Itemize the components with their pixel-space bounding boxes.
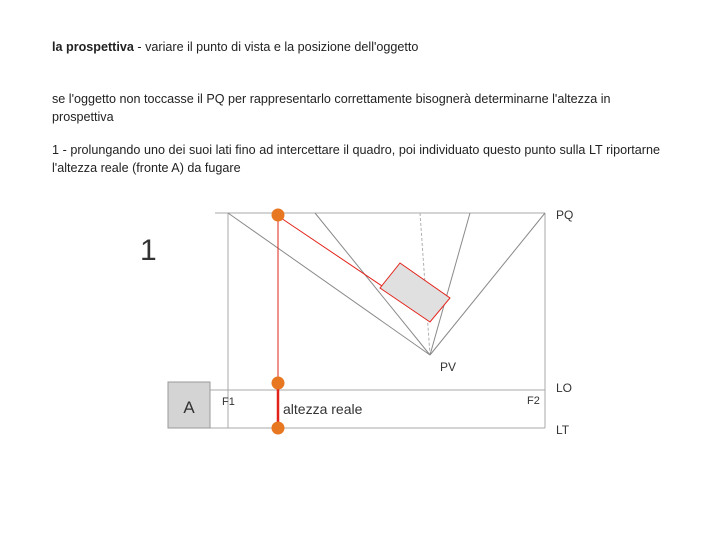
intersection-point-pq xyxy=(272,209,285,222)
paragraph-1: se l'oggetto non toccasse il PQ per rappresentarlo correttamente bisognerà determinarne l'altezza in prospettiva xyxy=(52,92,611,124)
real-height-label: altezza reale xyxy=(283,401,363,417)
intersection-point-lo xyxy=(272,377,285,390)
intersection-point-lt xyxy=(272,422,285,435)
f2-label: F2 xyxy=(527,395,540,407)
heading-rest: - variare il punto di vista e la posizione dell'oggetto xyxy=(133,40,419,54)
pv-label: PV xyxy=(440,360,457,374)
prolonged-side-line xyxy=(278,216,385,288)
heading-bold: la prospettiva xyxy=(52,40,134,54)
lo-label: LO xyxy=(556,381,573,395)
sight-line-inner-3 xyxy=(430,213,470,355)
f1-label: F1 xyxy=(222,396,235,408)
front-a-label: A xyxy=(183,398,195,417)
lt-label: LT xyxy=(556,423,570,437)
sight-line-right xyxy=(430,213,545,355)
step-number: 1 xyxy=(140,234,157,267)
pq-label: PQ xyxy=(556,208,574,222)
paragraph-2: 1 - prolungando uno dei suoi lati fino ad intercettare il quadro, poi individuato questo punto sulla LT riportarne l'altezza reale (fronte A) da fugare xyxy=(52,143,660,175)
object-plan xyxy=(380,263,450,322)
